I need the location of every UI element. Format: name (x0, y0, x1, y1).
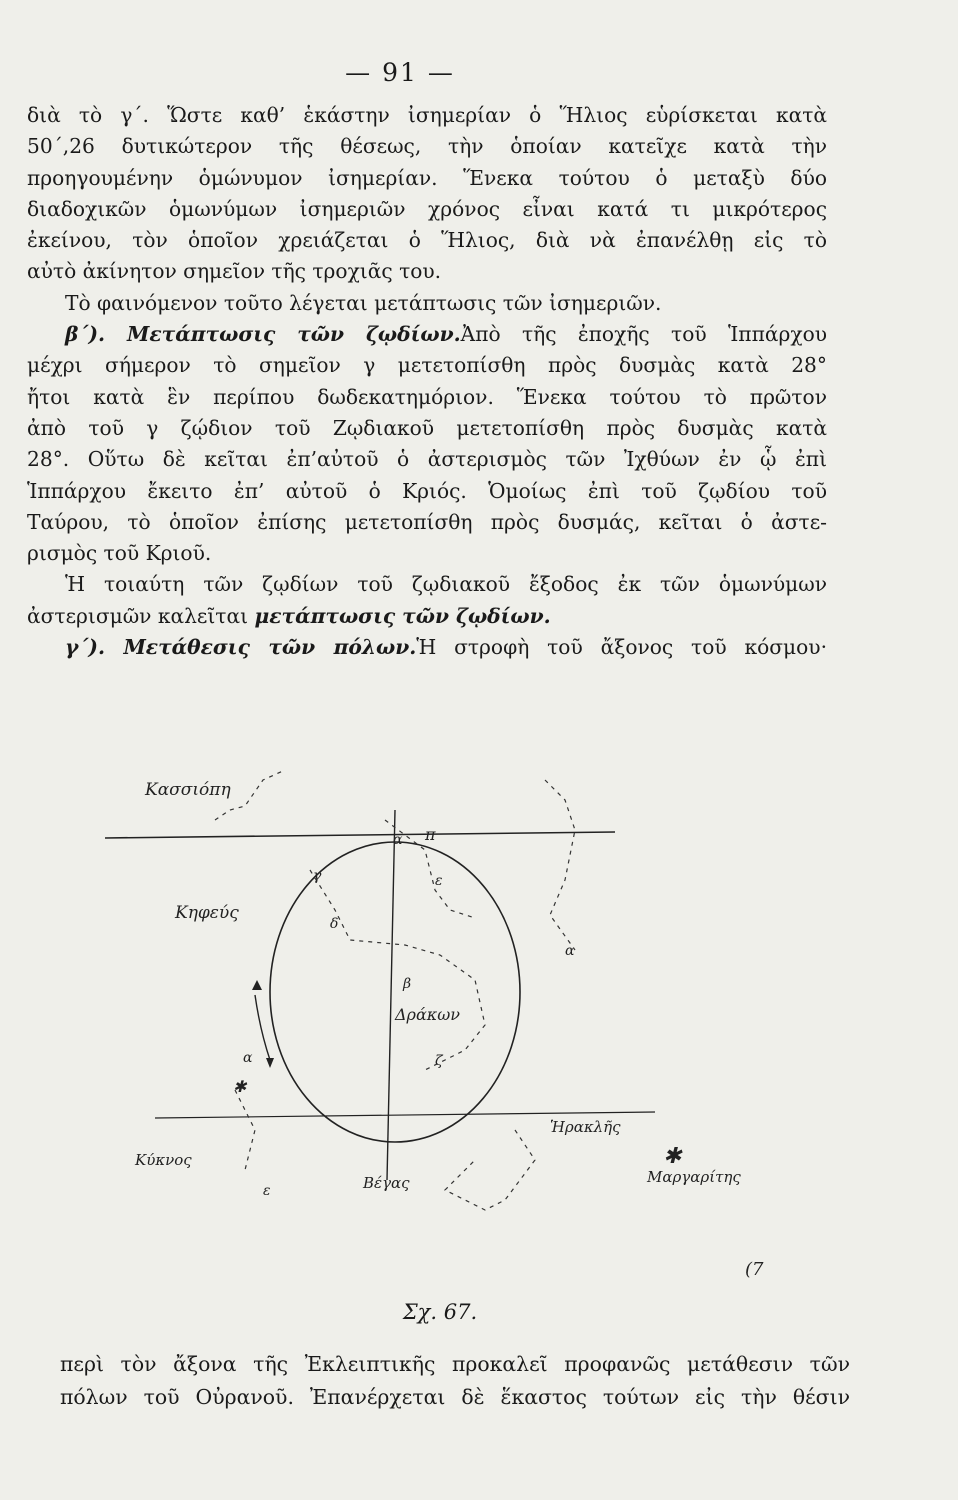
label-hercules: Ἡρακλῆς (550, 1118, 621, 1136)
precession-circle (270, 842, 520, 1142)
direction-arrow (255, 995, 270, 1060)
arrow-head-icon (266, 1058, 274, 1068)
bottom-text (60, 1348, 850, 1414)
label-delta: δ (330, 916, 339, 932)
label-a: α (565, 943, 575, 959)
draco-stars (310, 870, 485, 1070)
label-margarites: Μαργαρίτης (647, 1168, 741, 1186)
section-heading-gamma (27, 632, 827, 663)
text-line: διαδοχικῶν ὁμωνύμων ἰσημεριῶν χρόνος εἶναι κατά τι μικρότερος (27, 196, 827, 221)
text-line: προηγουμένην ὁμώνυμον ἰσημερίαν. Ἕνεκα τούτου ὁ μεταξὺ δύο (27, 165, 827, 190)
label-gamma: γ (313, 868, 322, 884)
label-pi: π (425, 825, 436, 844)
star-icon: ✱ (663, 1144, 682, 1169)
text-line: Ἱππάρχου ἔκειτο ἐπ’ αὐτοῦ ὁ Κριός. Ὁμοίως ἐπὶ τοῦ ζῳδίου τοῦ (27, 478, 827, 503)
label-epsilon: ε (263, 1183, 271, 1199)
ecliptic-line (105, 832, 615, 838)
label-a: α (393, 832, 403, 848)
text-line: μέχρι σήμερον τὸ σημεῖον γ μετετοπίσθη πρὸς δυσμὰς κατὰ 28° (27, 353, 827, 378)
text-line: 50΄,26 δυτικώτερον τῆς θέσεως, τὴν ὁποίαν κατεῖχε κατὰ τὴν (27, 134, 827, 159)
heading-metaptosis-zodion: β΄). Μετάπτωσις τῶν ζῳδίων. (65, 322, 461, 347)
text-line: Ταύρου, τὸ ὁποῖον ἐπίσης μετετοπίσθη πρὸς δυσμάς, κεῖται ὁ ἀστε- (27, 509, 827, 534)
label-cepheus: Κηφεύς (175, 903, 239, 923)
text-line: διὰ τὸ γ΄. Ὥστε καθ’ ἑκάστην ἰσημερίαν ὁ Ἥλιος εὑρίσκεται κατὰ (27, 103, 827, 127)
text-line (27, 601, 827, 632)
ursa-stars (545, 780, 575, 950)
label-a: α (243, 1050, 253, 1066)
cygnus-stars (235, 1090, 255, 1170)
text-fragment: Ἀπὸ τῆς ἐποχῆς τοῦ Ἱππάρχου (460, 322, 827, 347)
text-fragment: Ἡ στροφὴ τοῦ ἄξονος τοῦ κόσμου· (416, 635, 827, 660)
text-line: ἀπὸ τοῦ γ ζῴδιον τοῦ Ζῳδιακοῦ μετετοπίσθη πρὸς δυσμὰς κατὰ (27, 415, 827, 440)
figure-67-precession-diagram (95, 740, 835, 1315)
text-line: 28°. Οὕτω δὲ κεῖται ἐπ’αὐτοῦ ὁ ἀστερισμὸς τῶν Ἰχθύων ἐν ᾧ ἐπὶ (27, 447, 827, 472)
star-icon: ✱ (233, 1077, 247, 1096)
body-text (27, 100, 827, 663)
axis-line (387, 810, 395, 1180)
text-line: αὐτὸ ἀκίνητον σημεῖον τῆς τροχιᾶς του. (27, 259, 442, 284)
text-fragment: ἀστερισμῶν καλεῖται (27, 603, 249, 628)
label-epsilon: ε (435, 873, 443, 889)
page-number: — 91 — (345, 58, 455, 87)
heading-metathesis-polon: γ΄). Μετάθεσις τῶν πόλων. (65, 635, 417, 660)
text-line: Τὸ φαινόμενον τοῦτο λέγεται μετάπτωσις τῶν ἰσημεριῶν. (65, 290, 662, 315)
text-line: ἤτοι κατὰ ἓν περίπου δωδεκατημόριον. Ἕνεκα τούτου τὸ πρῶτον (27, 384, 827, 409)
label-vega: Βέγας (363, 1174, 410, 1192)
text-line: Ἡ τοιαύτη τῶν ζῳδίων τοῦ ζῳδιακοῦ ἔξοδος ἐκ τῶν ὁμωνύμων (65, 572, 827, 597)
text-line: περὶ τὸν ἄξονα τῆς Ἐκλειπτικῆς προκαλεῖ προφανῶς μετάθεσιν τῶν (60, 1352, 850, 1376)
section-heading-beta (27, 319, 827, 350)
star-chart-svg (95, 740, 835, 1315)
term-metaptosis-zodion: μετάπτωσις τῶν ζῳδίων. (254, 603, 551, 628)
label-cygnus: Κύκνος (135, 1151, 192, 1169)
label-zeta: ζ (435, 1053, 443, 1069)
label-cassiopeia: Κασσιόπη (145, 780, 231, 800)
text-line: ρισμὸς τοῦ Κριοῦ. (27, 541, 212, 566)
text-line: ἐκείνου, τὸν ὁποῖον χρειάζεται ὁ Ἥλιος, διὰ νὰ ἐπανέλθῃ εἰς τὸ (27, 228, 827, 253)
stray-mark: (7 (745, 1259, 764, 1280)
label-beta: β (403, 976, 412, 992)
arrow-head-icon (252, 980, 262, 990)
label-draco: Δράκων (395, 1005, 461, 1024)
hercules-stars (445, 1130, 535, 1210)
figure-caption: Σχ. 67. (402, 1300, 478, 1324)
text-line: πόλων τοῦ Οὐρανοῦ. Ἐπανέρχεται δὲ ἕκαστος τούτων εἰς τὴν θέσιν (60, 1385, 850, 1409)
